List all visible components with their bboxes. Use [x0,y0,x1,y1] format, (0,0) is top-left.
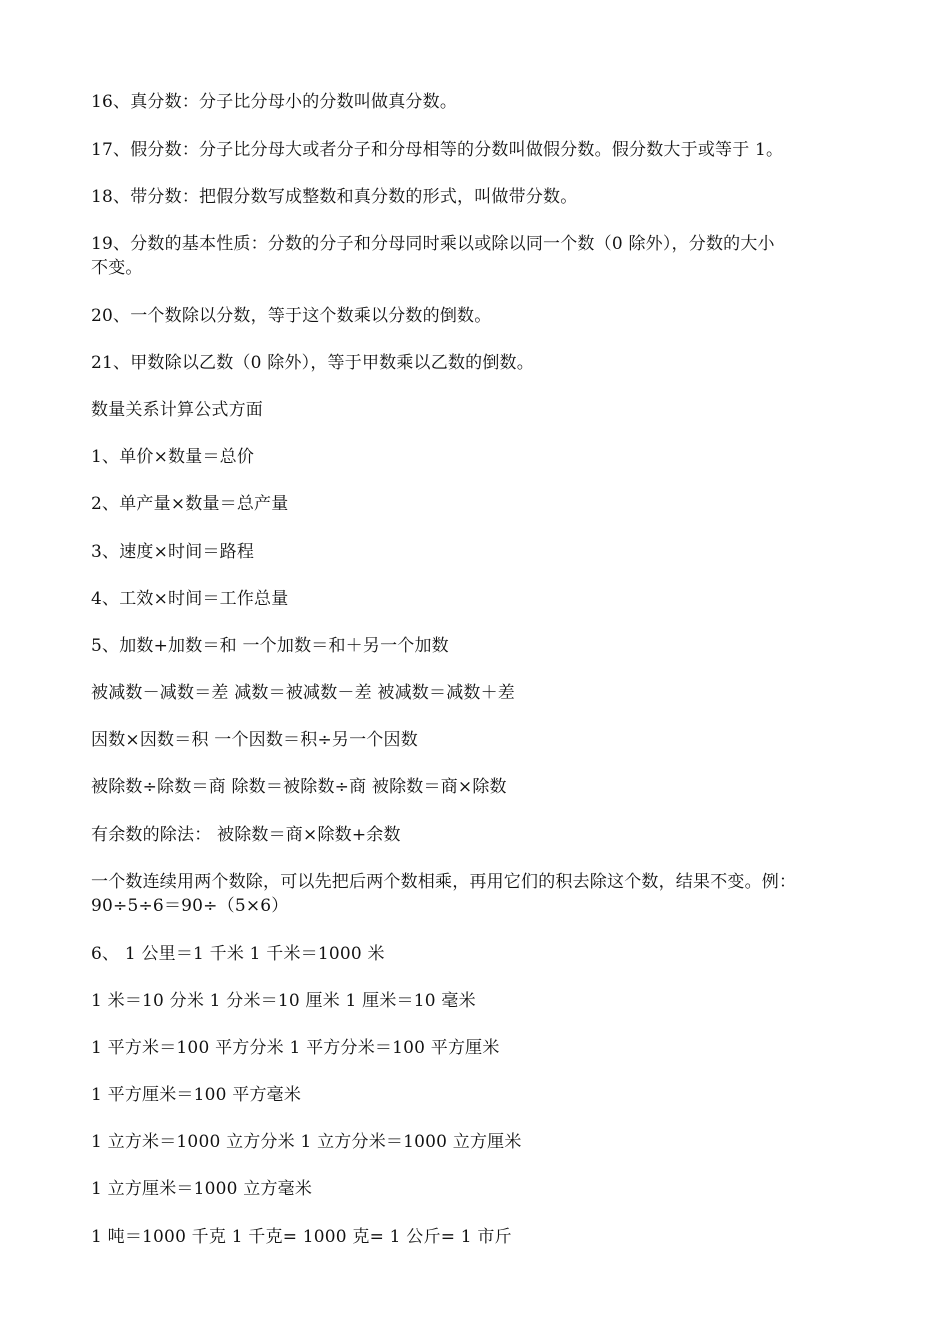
text-line: 19、分数的基本性质：分数的分子和分母同时乘以或除以同一个数（0 除外），分数的大小 [91,234,775,254]
text-line: 被除数÷除数＝商 除数＝被除数÷商 被除数＝商×除数 [91,777,507,797]
text-line: 因数×因数＝积 一个因数＝积÷另一个因数 [91,730,418,750]
text-line: 一个数连续用两个数除，可以先把后两个数相乘，再用它们的积去除这个数，结果不变。例： [91,872,797,892]
text-line: 90÷5÷6＝90÷（5×6） [91,896,289,916]
section-heading: 数量关系计算公式方面 [91,400,263,420]
text-line: 1 平方厘米＝100 平方毫米 [91,1085,302,1105]
text-line: 1 平方米＝100 平方分米 1 平方分米＝100 平方厘米 [91,1038,500,1058]
text-line: 2、单产量×数量＝总产量 [91,494,289,514]
text-line: 有余数的除法： 被除数＝商×除数+余数 [91,825,401,845]
text-line: 18、带分数：把假分数写成整数和真分数的形式，叫做带分数。 [91,187,578,207]
text-line: 5、加数+加数＝和 一个加数＝和＋另一个加数 [91,636,449,656]
text-line: 1 立方厘米＝1000 立方毫米 [91,1179,313,1199]
text-line: 被减数－减数＝差 减数＝被减数－差 被减数＝减数＋差 [91,683,516,703]
text-line: 不变。 [91,258,143,278]
text-line: 1、单价×数量＝总价 [91,447,255,467]
text-line: 4、工效×时间＝工作总量 [91,589,289,609]
text-line: 21、甲数除以乙数（0 除外），等于甲数乘以乙数的倒数。 [91,353,534,373]
text-line: 3、速度×时间＝路程 [91,542,255,562]
text-line: 20、一个数除以分数，等于这个数乘以分数的倒数。 [91,306,492,326]
text-line: 1 立方米＝1000 立方分米 1 立方分米＝1000 立方厘米 [91,1132,522,1152]
text-line: 1 吨＝1000 千克 1 千克= 1000 克= 1 公斤= 1 市斤 [91,1227,512,1247]
text-line: 16、真分数：分子比分母小的分数叫做真分数。 [91,92,458,112]
text-line: 6、 1 公里＝1 千米 1 千米＝1000 米 [91,944,385,964]
text-line: 1 米＝10 分米 1 分米＝10 厘米 1 厘米＝10 毫米 [91,991,476,1011]
text-line: 17、假分数：分子比分母大或者分子和分母相等的分数叫做假分数。假分数大于或等于 1。 [91,140,784,160]
